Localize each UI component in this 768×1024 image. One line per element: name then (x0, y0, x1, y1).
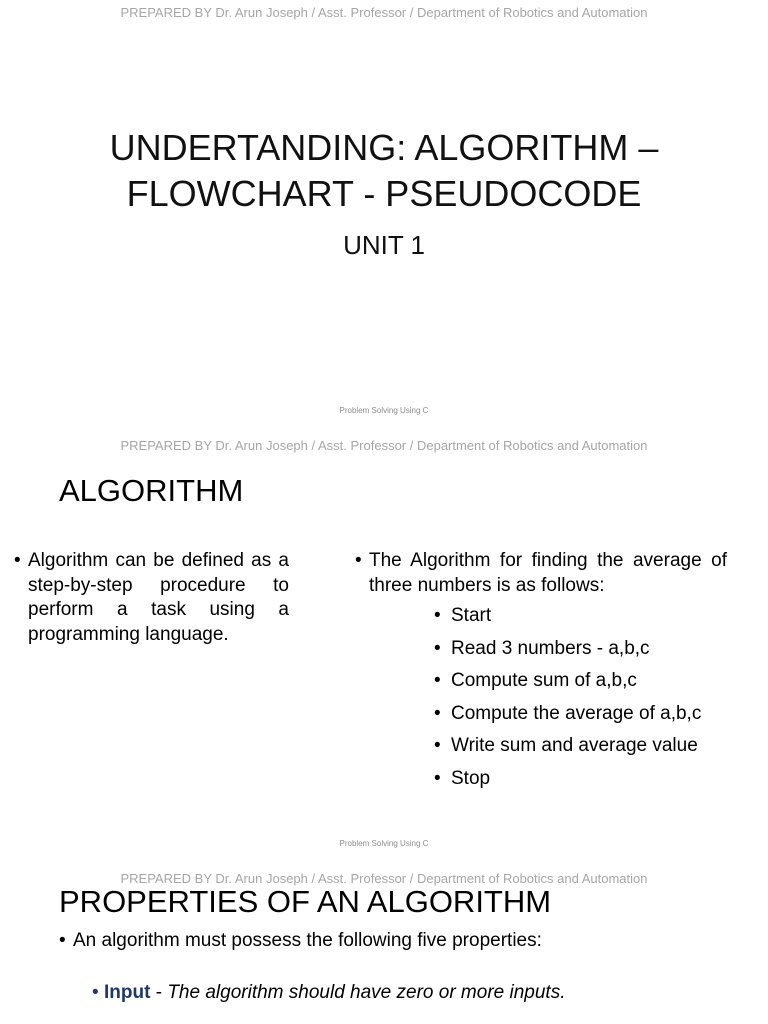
property-input-bullet (92, 982, 565, 1004)
step-text: Compute sum of a,b,c (451, 670, 637, 691)
bullet-icon: • (434, 605, 441, 626)
list-item (434, 702, 727, 735)
example-intro-text: The Algorithm for finding the average of three numbers is as follows: (369, 550, 727, 596)
bullet-icon: • (92, 982, 99, 1003)
definition-text: Algorithm can be defined as a step-by-step procedure to perform a task using a programming language. (28, 550, 289, 645)
slide-subtitle: UNIT 1 (343, 230, 425, 260)
slide-heading: PROPERTIES OF AN ALGORITHM (59, 884, 552, 919)
bullet-icon: • (434, 637, 441, 659)
properties-intro-text: An algorithm must possess the following five properties: (73, 930, 542, 951)
example-intro-bullet (355, 549, 727, 598)
slide-heading: ALGORITHM (59, 473, 244, 508)
bullet-icon: • (59, 930, 66, 951)
properties-intro-bullet (59, 930, 542, 952)
property-description: The algorithm should have zero or more inputs. (167, 982, 566, 1003)
property-separator: - (150, 982, 168, 1003)
slide-footer: Problem Solving Using C (339, 839, 429, 848)
slide-algorithm (0, 433, 768, 866)
step-text: Stop (451, 767, 491, 789)
slide-header: PREPARED BY Dr. Arun Joseph / Asst. Professor / Department of Robotics and Automation (120, 5, 648, 20)
slide-header: PREPARED BY Dr. Arun Joseph / Asst. Professor / Department of Robotics and Automation (120, 438, 648, 453)
left-column (14, 549, 289, 647)
bullet-icon: • (434, 767, 441, 789)
list-item (434, 669, 727, 702)
definition-bullet (14, 549, 289, 647)
step-text: Start (451, 605, 492, 626)
bullet-icon: • (434, 670, 441, 691)
slide-title (0, 0, 768, 433)
step-text: Write sum and average value (451, 735, 698, 756)
list-item (434, 767, 727, 800)
bullet-icon: • (355, 550, 362, 571)
right-column (355, 549, 727, 799)
slide-header: PREPARED BY Dr. Arun Joseph / Asst. Professor / Department of Robotics and Automation (120, 871, 648, 886)
slide-footer: Problem Solving Using C (339, 406, 429, 415)
list-item (434, 637, 727, 670)
title-line-1: UNDERTANDING: ALGORITHM – (109, 127, 659, 168)
algorithm-steps-list (355, 604, 727, 799)
slide-title-text (60, 125, 708, 217)
slide-properties (0, 866, 768, 1024)
property-name: Input (104, 982, 151, 1003)
bullet-icon: • (434, 735, 441, 756)
list-item (434, 734, 727, 767)
step-text: Compute the average of a,b,c (451, 702, 702, 724)
title-line-2: FLOWCHART - PSEUDOCODE (126, 173, 642, 214)
step-text: Read 3 numbers - a,b,c (451, 637, 650, 659)
bullet-icon: • (434, 702, 441, 724)
list-item (434, 604, 727, 637)
bullet-icon: • (14, 550, 21, 571)
